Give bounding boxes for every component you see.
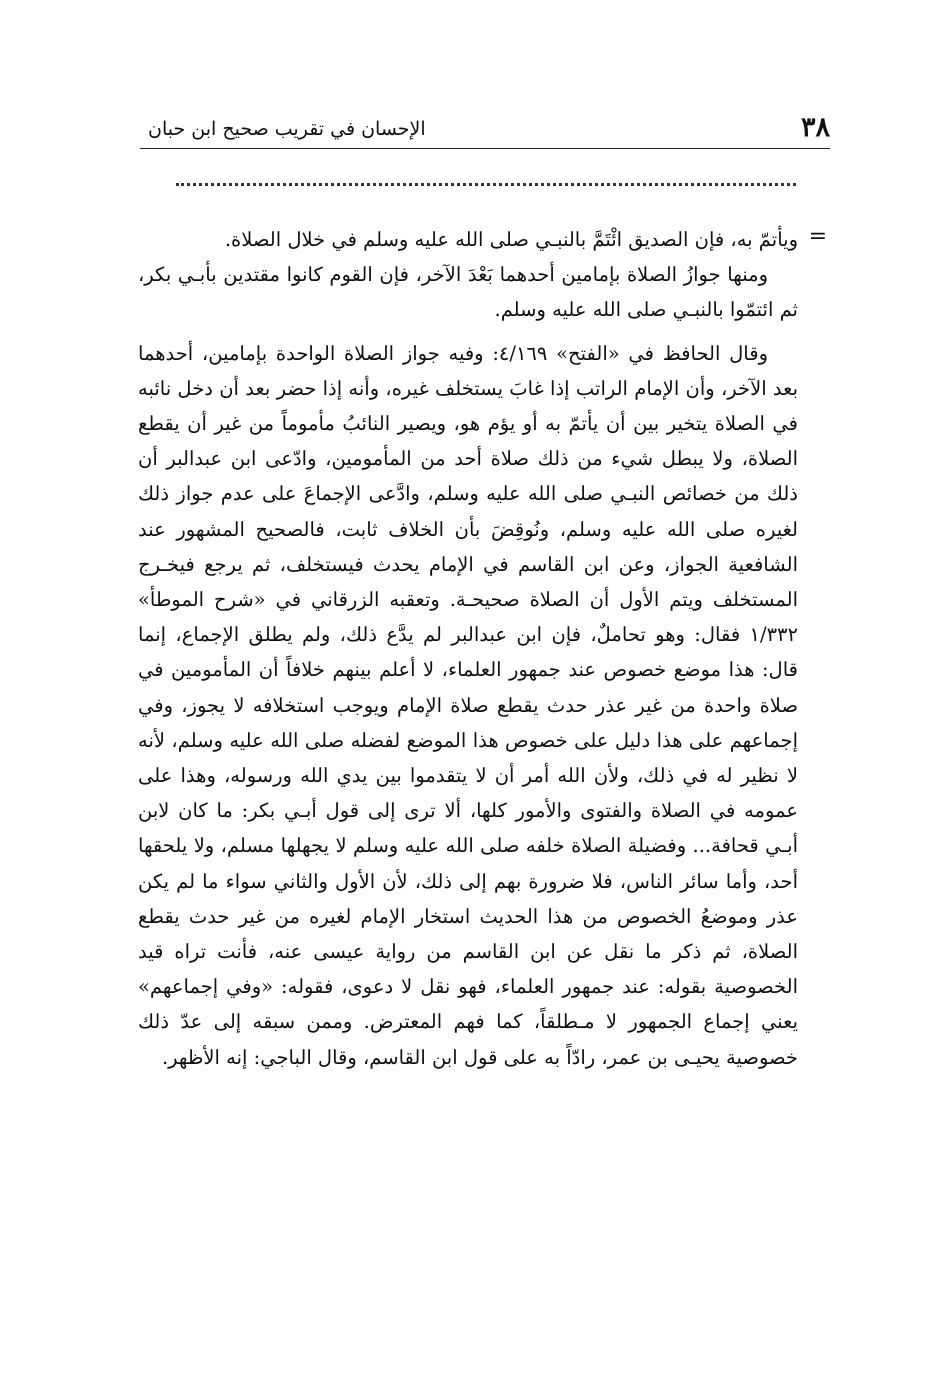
- continuation-mark: =: [808, 224, 827, 249]
- footnote-paragraph: ومنها جوازُ الصلاة بإمامين أحدهما بَعْدَ الآخر، فإن القوم كانوا مقتدين بأبـي بكر، ثم ائتمّوا بالنبـي صلى الله عليه وسلم.: [138, 263, 798, 322]
- footnote-paragraph: وقال الحافظ في «الفتح» ٤/١٦٩: وفيه جواز الصلاة الواحدة بإمامين، أحدهما بعد الآخر، وأن الإمام الراتب إذا غابَ يستخلف غيره، وأنه إذا حضر بعد أن دخل نائبه في الصلاة يتخير بين أن يأتمّ به أو يؤم هو، ويصير النائبُ مأموماً من غير أن يقطع الصلاة، ولا يبطل شيء من ذلك صلاة أحد من المأمومين، وادّعى ابن عبدالبر أن ذلك من خصائص النبـي صلى الله عليه وسلم، وادَّعى الإجماعَ على عدم جواز ذلك لغيره صلى الله عليه وسلم، ونُوقِضَ بأن الخلاف ثابت، فالصحيح المشهور عند الشافعية الجواز، وعن ابن القاسم في الإمام يحدث فيستخلف، ثم يرجع فيخـرج المستخلف ويتم الأول أن الصلاة صحيحـة. وتعقبه الزرقاني في «شرح الموطأ» ١/٣٣٢ فقال: وهو تحاملٌ، فإن ابن عبدالبر لم يدَّع ذلك، ولم يطلق الإجماع، إنما قال: هذا موضع خصوص عند جمهور العلماء، لا أعلم بينهم خلافاً أن المأمومين في صلاة واحدة من غير عذر حدث يقطع صلاة الإمام ويوجب استخلافه لا يجوز، وفي إجماعهم على هذا دليل على خصوص هذا الموضع لفضله صلى الله عليه وسلم، لأنه لا نظير له في ذلك، ولأن الله أمر أن لا يتقدموا بين يدي الله ورسوله، وهذا على عمومه في الصلاة والفتوى والأمور كلها، ألا ترى إلى قول أبـي بكر: ما كان لابن أبـي قحافة... وفضيلة الصلاة خلفه صلى الله عليه وسلم لا يجهلها مسلم، ولا يلحقها أحد، وأما سائر الناس، فلا ضرورة بهم إلى ذلك، لأن الأول والثاني سواء ما لم يكن عذر وموضعُ الخصوص من هذا الحديث استخار الإمام لغيره من غير حدث يقطع الصلاة، ثم ذكر ما نقل عن ابن القاسم من رواية عيسى عنه، فأنت تراه قيد الخصوصية بقوله: عند جمهور العلماء، فهو نقل لا دعوى، فقوله: «وفي إجماعهم» يعني إجماع الجمهور لا مـطلقاً، كما فهم المعترض. وممن سبقه إلى عدّ ذلك خصوصية يحيـى بن عمر، رادّاً به على قول ابن القاسم، وقال الباجي: إنه الأظهر.: [138, 341, 798, 1069]
- page-number: ٣٨: [800, 112, 830, 143]
- footnote-paragraph: ويأتمّ به، فإن الصديق ائْتَمَّ بالنبـي صلى الله عليه وسلم في خلال الصلاة.: [224, 228, 798, 251]
- footnote-separator: [176, 183, 796, 186]
- running-title: الإحسان في تقريب صحيح ابن حبان: [148, 118, 426, 140]
- page-header: [140, 112, 830, 148]
- footnote-text: [138, 222, 798, 1075]
- header-rule: [140, 148, 830, 149]
